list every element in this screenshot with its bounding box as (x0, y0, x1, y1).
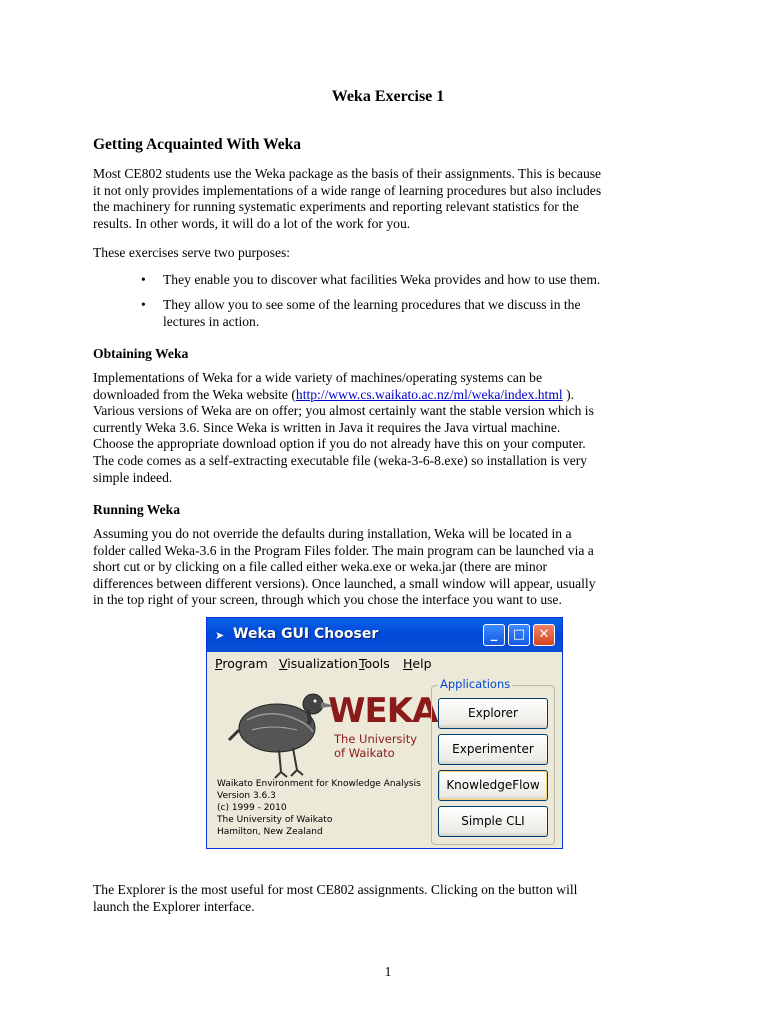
text-line: downloaded from the Weka website (http://www.cs.waikato.ac.nz/ml/weka/index.html ). (93, 386, 574, 402)
bullet-list (93, 271, 683, 338)
menu-visualization[interactable]: Visualization (279, 656, 358, 671)
running-paragraph (93, 526, 683, 609)
menu-program[interactable]: Program (215, 656, 268, 671)
text-line: The Explorer is the most useful for most CE802 assignments. Clicking on the button will (93, 882, 578, 897)
text-line: lectures in action. (163, 314, 260, 329)
explorer-paragraph (93, 882, 683, 915)
version-info (217, 778, 421, 838)
info-line: Waikato Environment for Knowledge Analysis (217, 779, 421, 789)
info-line: (c) 1999 - 2010 (217, 803, 287, 813)
weka-logo-area (213, 676, 438, 842)
menu-bar (207, 652, 562, 674)
text-line: They enable you to discover what facilities Weka provides and how to use them. (163, 272, 601, 287)
weka-bird-illustration (227, 680, 337, 780)
menu-help[interactable]: Help (403, 656, 432, 671)
list-item (93, 271, 683, 288)
university-line-1: The University (334, 732, 418, 746)
purposes-intro: These exercises serve two purposes: (93, 245, 291, 260)
maximize-button[interactable] (508, 624, 530, 646)
text-line: currently Weka 3.6. Since Weka is written in Java it requires the Java virtual machine. (93, 419, 561, 435)
info-line: Version 3.6.3 (217, 791, 276, 801)
experimenter-button[interactable]: Experimenter (438, 734, 548, 765)
menu-tools[interactable]: Tools (359, 656, 390, 671)
weka-website-link[interactable]: http://www.cs.waikato.ac.nz/ml/weka/index.html (295, 386, 563, 402)
text-line: short cut or by clicking on a file called either weka.exe or weka.jar (there are minor (93, 559, 548, 575)
text-line: simple indeed. (93, 469, 173, 485)
document-title: Weka Exercise 1 (331, 88, 445, 105)
text-line: Implementations of Weka for a wide variety of machines/operating systems can be (93, 370, 542, 385)
intro-paragraph (93, 166, 683, 232)
weka-logo-text: WEKA (328, 691, 438, 731)
university-line-2: of Waikato (334, 746, 395, 760)
bullet-icon: • (141, 272, 146, 287)
window-titlebar[interactable] (207, 618, 562, 652)
simple-cli-button[interactable]: Simple CLI (438, 806, 548, 837)
text-line: Assuming you do not override the defaults during installation, Weka will be located in a (93, 526, 572, 541)
text-line: folder called Weka-3.6 in the Program Files folder. The main program can be launched via a (93, 542, 594, 558)
close-icon: ✕ (538, 627, 550, 642)
page-number: 1 (384, 964, 392, 979)
running-heading: Running Weka (93, 502, 181, 517)
maximize-icon: □ (512, 627, 526, 642)
text-line: Most CE802 students use the Weka package as the basis of their assignments. This is because (93, 166, 602, 181)
text-line: launch the Explorer interface. (93, 898, 255, 914)
obtaining-paragraph (93, 370, 683, 486)
knowledgeflow-button[interactable]: KnowledgeFlow (438, 770, 548, 801)
close-button[interactable] (533, 624, 555, 646)
applications-group (431, 677, 555, 845)
text-line: Choose the appropriate download option if you do not already have this on your computer. (93, 436, 586, 452)
weka-bird-icon: ➤ (215, 629, 225, 642)
list-item (93, 296, 683, 330)
info-line: Hamilton, New Zealand (217, 827, 323, 837)
text-line: results. In other words, it will do a lot of the work for you. (93, 215, 411, 231)
weka-gui-chooser-window (206, 617, 563, 849)
minimize-icon: _ (490, 627, 498, 642)
text-line: it not only provides implementations of a wide range of learning procedures but also includes (93, 182, 602, 198)
minimize-button[interactable] (483, 624, 505, 646)
info-line: The University of Waikato (217, 815, 333, 825)
obtaining-heading: Obtaining Weka (93, 346, 189, 361)
text-line: in the top right of your screen, through which you chose the interface you want to use. (93, 592, 562, 608)
explorer-button[interactable]: Explorer (438, 698, 548, 729)
applications-label: Applications (440, 677, 511, 691)
text-line: differences between different versions). Once launched, a small window will appear, usually (93, 575, 596, 591)
text-line: They allow you to see some of the learning procedures that we discuss in the (163, 297, 581, 312)
window-title: Weka GUI Chooser (233, 626, 379, 642)
text-line: The code comes as a self-extracting executable file (weka-3-6-8.exe) so installation is very (93, 452, 588, 468)
text-line: Various versions of Weka are on offer; you almost certainly want the stable version which is (93, 403, 594, 419)
text-line: the machinery for running systematic experiments and reporting relevant statistics for the (93, 199, 579, 215)
bullet-icon: • (141, 297, 146, 312)
section-heading: Getting Acquainted With Weka (93, 136, 302, 153)
